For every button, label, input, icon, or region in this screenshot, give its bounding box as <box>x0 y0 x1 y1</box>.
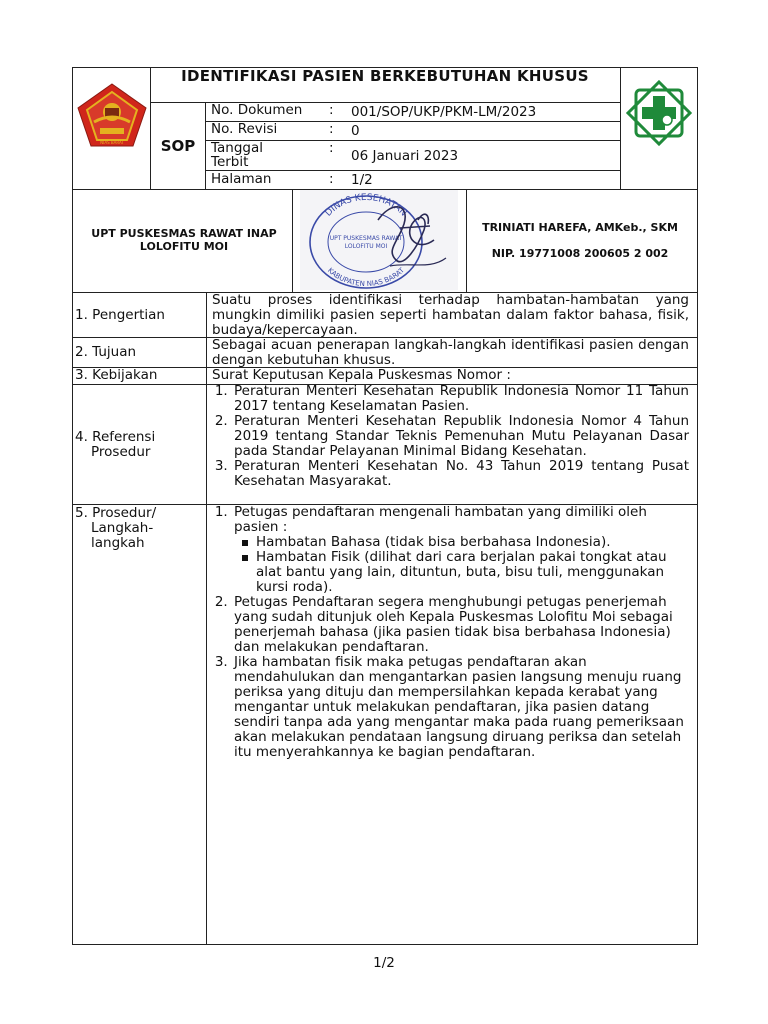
signer-name: TRINIATI HAREFA, AMKeb., SKM <box>482 221 678 234</box>
stamp-outer-bottom: KABUPATEN NIAS BARAT <box>326 266 406 289</box>
section-label-prosedur-3: langkah <box>91 535 145 551</box>
meta-label-tanggal: Tanggal Terbit <box>211 140 264 170</box>
list-item: 2. Peraturan Menteri Kesehatan Republik Indonesia Nomor 4 Tahun 2019 tentang Standar Teknis Pemenuhan Mutu Pelayanan Dasar pada Standar Pelayanan Minimal Bidang Kesehatan. <box>232 414 689 459</box>
meta-value-revisi: 0 <box>351 123 360 139</box>
org-name: UPT PUSKESMAS RAWAT INAP LOLOFITU MOI <box>91 227 277 253</box>
puskesmas-logo <box>626 80 692 146</box>
stamp-inner-2: LOLOFITU MOI <box>344 243 388 250</box>
meta-value-halaman: 1/2 <box>351 172 373 188</box>
list-item: 2. Petugas Pendaftaran segera menghubungi petugas penerjemah yang sudah ditunjuk oleh Kepala Puskesmas Lolofitu Moi sebagai penerjemah bahasa (jika pasien tidak bisa berbahasa Indonesia) dan melakukan pendaftaran. <box>232 595 689 655</box>
document-title: IDENTIFIKASI PASIEN BERKEBUTUHAN KHUSUS <box>181 67 589 85</box>
svg-text:NIAS BARAT: NIAS BARAT <box>100 140 124 145</box>
meta-sep: : <box>329 140 334 156</box>
section-label-prosedur-2: Langkah- <box>91 520 154 536</box>
section-text-kebijakan: Surat Keputusan Kepala Puskesmas Nomor : <box>212 367 511 383</box>
section-label-referensi: 4. Referensi <box>75 429 156 445</box>
step-text: Petugas pendaftaran mengenali hambatan yang dimiliki oleh pasien : <box>234 504 647 535</box>
stamp-outer-top: DINAS KESEHATAN <box>323 192 409 219</box>
regency-logo <box>76 82 148 148</box>
stamp-signature <box>300 190 458 290</box>
list-item: 3. Peraturan Menteri Kesehatan No. 43 Tahun 2019 tentang Pusat Kesehatan Masyarakat. <box>232 459 689 489</box>
svg-text:KABUPATEN NIAS BARAT <box>326 266 406 288</box>
section-text-tujuan: Sebagai acuan penerapan langkah-langkah identifikasi pasien dengan dengan kebutuhan khusus. <box>212 337 689 368</box>
section-text-pengertian: Suatu proses identifikasi terhadap hambatan-hambatan yang mungkin dimiliki pasien seperti hambatan dalam faktor bahasa, fisik, budaya/kepercayaan. <box>212 292 689 338</box>
section-label-referensi-2: Prosedur <box>91 444 151 460</box>
sub-list-item: Hambatan Fisik (dilihat dari cara berjalan pakai tongkat atau alat bantu yang lain, dituntun, buta, bisu tuli, menggunakan kursi roda). <box>256 550 689 595</box>
meta-sep: : <box>329 102 334 118</box>
svg-text:DINAS KESEHATAN <box>324 193 409 219</box>
meta-sep: : <box>329 171 334 187</box>
meta-value-tanggal: 06 Januari 2023 <box>351 148 459 164</box>
list-item <box>232 505 689 595</box>
page-number: 1/2 <box>373 955 395 971</box>
meta-label-halaman: Halaman <box>211 171 272 187</box>
section-label-prosedur: 5. Prosedur/ <box>75 505 157 521</box>
section-label-pengertian: 1. Pengertian <box>75 307 165 323</box>
sop-label: SOP <box>160 137 196 155</box>
section-list-prosedur <box>212 505 689 760</box>
signer-nip: NIP. 19771008 200605 2 002 <box>491 247 669 260</box>
meta-value-dokumen: 001/SOP/UKP/PKM-LM/2023 <box>351 104 537 120</box>
list-item: 1. Peraturan Menteri Kesehatan Republik Indonesia Nomor 11 Tahun 2017 tentang Keselamatan Pasien. <box>232 384 689 414</box>
sub-list-item: Hambatan Bahasa (tidak bisa berbahasa Indonesia). <box>256 535 689 550</box>
section-label-kebijakan: 3. Kebijakan <box>75 367 158 383</box>
meta-sep: : <box>329 121 334 137</box>
stamp-inner-1: UPT PUSKESMAS RAWAT <box>329 235 403 242</box>
list-item: 3. Jika hambatan fisik maka petugas pendaftaran akan mendahulukan dan mengantarkan pasien langsung menuju ruang periksa yang dituju dan mempersilahkan kepada kerabat yang mengantar untuk melakukan pendaftaran, jika pasien datang sendiri tanpa ada yang mengantar maka pada ruang pemeriksaan akan melakukan pendataan langsung diruang periksa dan setelah itu menyerahkannya ke bagian pendaftaran. <box>232 655 689 760</box>
meta-label-revisi: No. Revisi <box>211 121 278 137</box>
section-list-referensi <box>212 384 689 489</box>
meta-label-dokumen: No. Dokumen <box>211 102 303 118</box>
section-label-tujuan: 2. Tujuan <box>75 344 137 360</box>
